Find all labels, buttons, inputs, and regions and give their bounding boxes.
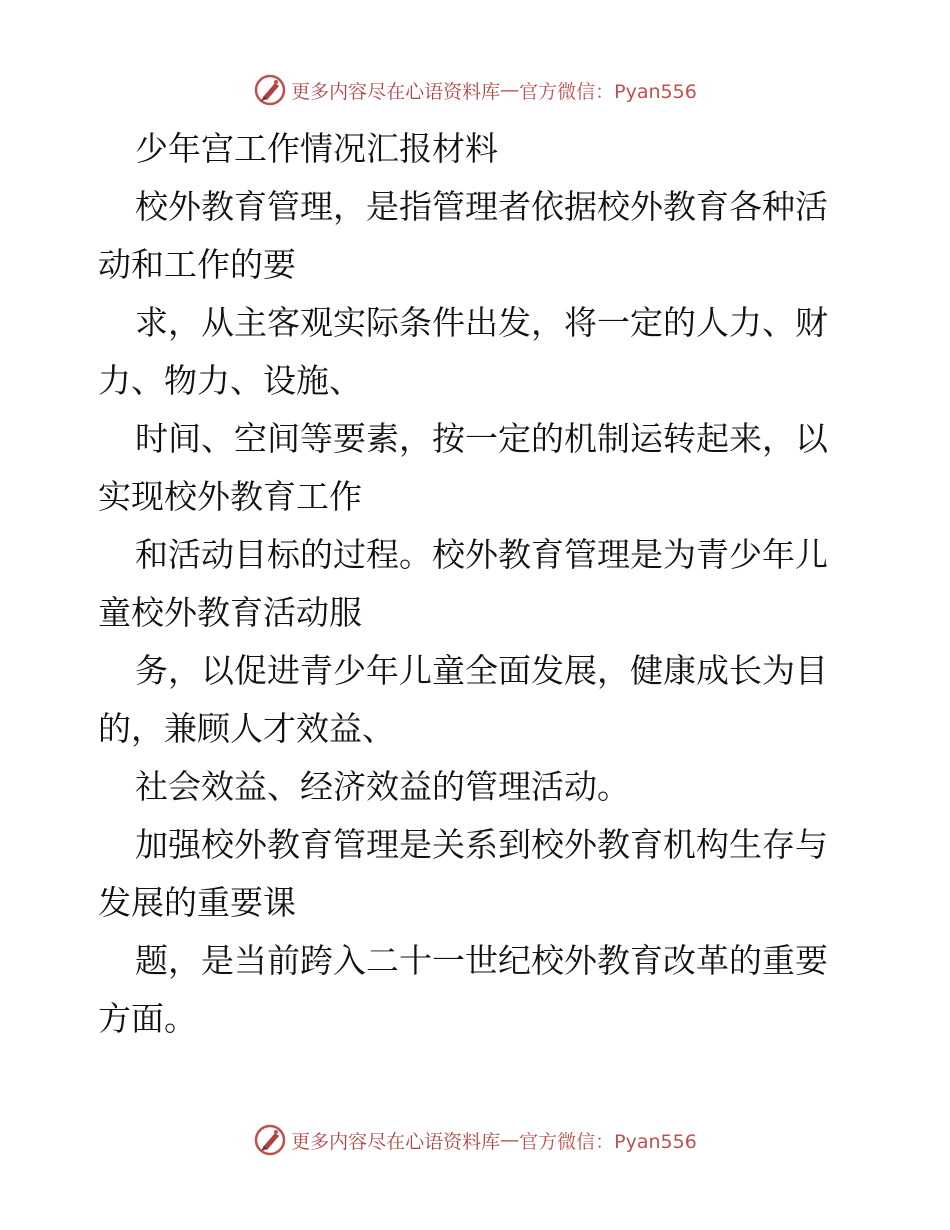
paragraph-line: 校外教育管理，是指管理者依据校外教育各种活 [135, 187, 828, 226]
paragraph-line: 和活动目标的过程。校外教育管理是为青少年儿 [135, 535, 828, 574]
pen-logo-icon [253, 1123, 287, 1157]
watermark-contact: 官方微信：Pyan556 [519, 1130, 697, 1153]
paragraph-line: 方面。 [98, 999, 197, 1038]
paragraph-line: 童校外教育活动服 [98, 593, 362, 632]
footer-watermark [0, 1120, 950, 1160]
document-title: 少年宫工作情况汇报材料 [135, 129, 498, 168]
paragraph-line: 时间、空间等要素，按一定的机制运转起来，以 [135, 419, 828, 458]
document-body [98, 120, 858, 1048]
paragraph-line: 务，以促进青少年儿童全面发展，健康成长为目 [135, 651, 828, 690]
paragraph-line: 求，从主客观实际条件出发，将一定的人力、财 [135, 303, 828, 342]
watermark-separator: — [500, 1129, 520, 1151]
paragraph-line: 力、物力、设施、 [98, 361, 362, 400]
watermark-text: 更多内容尽在心语资料库 [291, 1130, 501, 1153]
paragraph-line: 题，是当前跨入二十一世纪校外教育改革的重要 [135, 941, 828, 980]
paragraph-line: 加强校外教育管理是关系到校外教育机构生存与 [135, 825, 828, 864]
paragraph-line: 发展的重要课 [98, 883, 296, 922]
paragraph-line: 社会效益、经济效益的管理活动。 [135, 767, 630, 806]
watermark-contact: 官方微信：Pyan556 [519, 80, 697, 103]
pen-logo-icon [253, 73, 287, 107]
watermark-text: 更多内容尽在心语资料库 [291, 80, 501, 103]
paragraph-line: 的，兼顾人才效益、 [98, 709, 395, 748]
paragraph-line: 动和工作的要 [98, 245, 296, 284]
paragraph-line: 实现校外教育工作 [98, 477, 362, 516]
watermark-separator: — [500, 79, 520, 101]
header-watermark [0, 70, 950, 110]
